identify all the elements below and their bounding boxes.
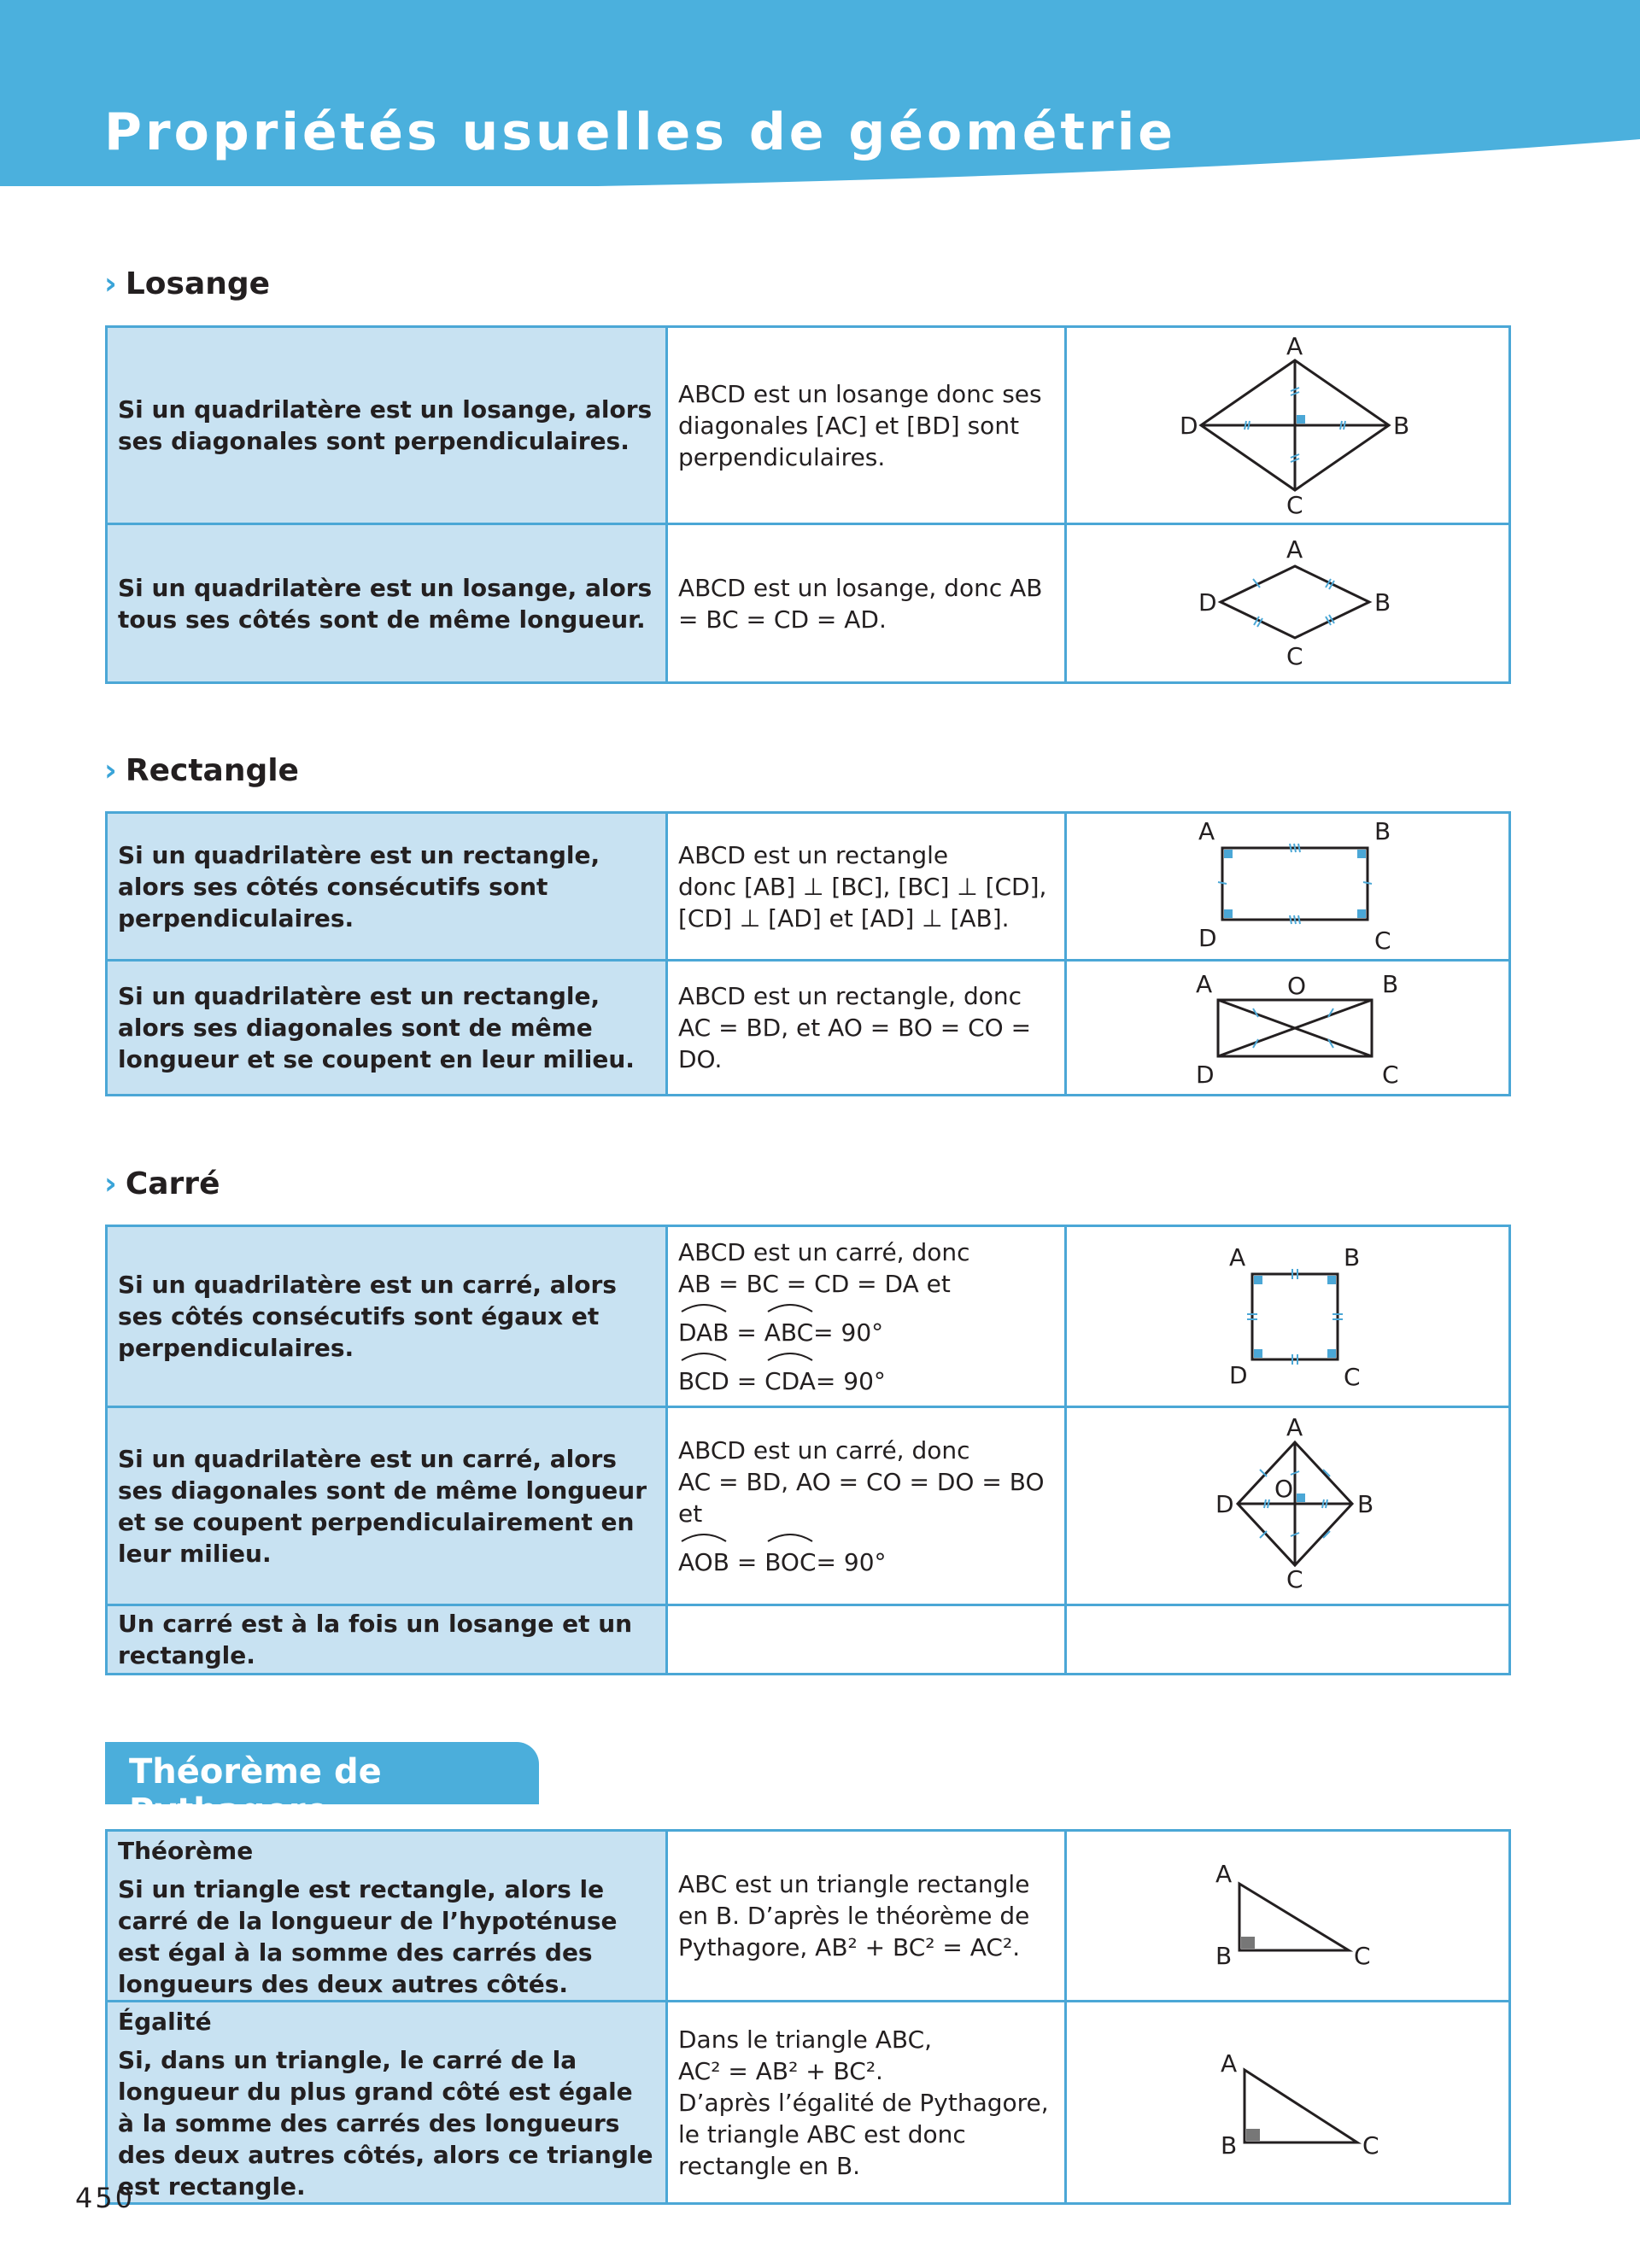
vertex-label: B <box>1357 1490 1374 1518</box>
rule-cell: Si un quadrilatère est un losange, alors ses diagonales sont perpendiculaires. <box>107 327 667 524</box>
chevron-right-icon: › <box>104 1166 117 1201</box>
angle-notation <box>764 1313 813 1348</box>
section-heading-text: Losange <box>125 266 271 301</box>
page-title: Propriétés usuelles de géométrie <box>104 102 1176 162</box>
example-line: AC² = AB² + BC². <box>678 2056 883 2085</box>
vertex-label: D <box>1198 588 1217 617</box>
center-label: O <box>1287 972 1307 1000</box>
angle-notation <box>678 1362 729 1397</box>
vertex-label: C <box>1344 1363 1361 1391</box>
vertex-label: D <box>1180 412 1198 440</box>
rule-cell: Si un quadrilatère est un rectangle, alors ses côtés consécutifs sont perpendiculaires. <box>107 813 667 961</box>
table-row <box>107 2002 1510 2204</box>
vertex-label: C <box>1382 1061 1399 1089</box>
vertex-label: B <box>1344 1243 1361 1271</box>
page-number: 450 <box>75 2182 136 2214</box>
chevron-right-icon: › <box>104 266 117 301</box>
angle-notation <box>764 1362 816 1397</box>
section-heading-text: Théorème de Pythagore <box>129 1752 382 1831</box>
rule-cell: Si un quadrilatère est un losange, alors tous ses côtés sont de même longueur. <box>107 524 667 683</box>
example-cell <box>667 2002 1066 2204</box>
square-figure <box>1077 1227 1521 1406</box>
rhombus-sides-figure <box>1077 525 1521 681</box>
vertex-label: C <box>1374 926 1391 955</box>
figure-cell <box>1066 327 1510 524</box>
angle-name: DAB <box>678 1318 729 1347</box>
table-row <box>107 1407 1510 1605</box>
angle-equation <box>678 1313 1054 1348</box>
rule-cell: Un carré est à la fois un losange et un rectangle. <box>107 1605 667 1675</box>
vertex-label: C <box>1286 1565 1303 1593</box>
example-line: ABCD est un carré, donc <box>678 1435 970 1464</box>
vertex-label: A <box>1221 2049 1238 2078</box>
figure-cell <box>1066 1831 1510 2002</box>
vertex-label: D <box>1198 924 1217 952</box>
rectangle-right-angles-figure <box>1077 814 1521 959</box>
example-line: ABCD est un rectangle <box>678 840 949 869</box>
vertex-label: B <box>1393 412 1410 440</box>
right-triangle-figure <box>1077 2019 1521 2187</box>
section-heading-text: Rectangle <box>125 753 299 788</box>
rule-text: Si, dans un triangle, le carré de la longueur du plus grand côté est égale à la somme des carrés des longueurs des deux autres côtés, alors ce triangle est rectangle. <box>118 2046 653 2201</box>
table-row <box>107 961 1510 1096</box>
example-line: AB = BC = CD = DA et <box>678 1269 951 1298</box>
section-heading-rectangle <box>104 753 299 788</box>
rule-cell: Si un quadrilatère est un rectangle, alors ses diagonales sont de même longueur et se coupent en leur milieu. <box>107 961 667 1096</box>
vertex-label: B <box>1374 817 1391 845</box>
vertex-label: A <box>1286 332 1303 360</box>
angle-notation <box>764 1543 816 1578</box>
example-cell <box>667 1407 1066 1605</box>
angle-value: = 90° <box>813 1318 884 1347</box>
rectangle-table <box>105 811 1511 1096</box>
square-diagonals-figure <box>1077 1408 1521 1604</box>
angle-notation <box>678 1543 729 1578</box>
section-heading-carre <box>104 1166 220 1201</box>
example-line: ABCD est un carré, donc <box>678 1237 970 1266</box>
vertex-label: A <box>1215 1860 1233 1888</box>
vertex-label: C <box>1354 1942 1371 1970</box>
example-cell <box>667 1226 1066 1407</box>
table-row <box>107 1605 1510 1675</box>
vertex-label: B <box>1221 2131 1238 2160</box>
right-triangle-figure <box>1077 1846 1521 1985</box>
vertex-label: B <box>1382 970 1399 998</box>
angle-name: BOC <box>764 1547 817 1576</box>
section-heading-pythagore <box>105 1742 539 1831</box>
rule-cell <box>107 1831 667 2002</box>
vertex-label: A <box>1286 1413 1303 1441</box>
vertex-label: D <box>1196 1061 1215 1089</box>
rectangle-diagonals-figure <box>1077 962 1521 1094</box>
equals-sign: = <box>736 1547 758 1576</box>
equals-sign: = <box>736 1318 757 1347</box>
example-cell <box>667 813 1066 961</box>
figure-cell <box>1066 1226 1510 1407</box>
vertex-label: A <box>1286 535 1303 564</box>
example-line: [CD] ⊥ [AD] et [AD] ⊥ [AB]. <box>678 903 1010 932</box>
vertex-label: D <box>1215 1490 1234 1518</box>
example-line: AC = BD, AO = CO = DO = BO et <box>678 1467 1045 1528</box>
figure-cell <box>1066 2002 1510 2204</box>
angle-value: = 90° <box>815 1366 886 1395</box>
figure-cell <box>1066 524 1510 683</box>
table-row <box>107 1831 1510 2002</box>
figure-cell <box>1066 813 1510 961</box>
angle-equation <box>678 1543 1054 1578</box>
example-cell <box>667 1605 1066 1675</box>
example-line: donc [AB] ⊥ [BC], [BC] ⊥ [CD], <box>678 872 1047 901</box>
example-cell: ABCD est un losange, donc AB = BC = CD = AD. <box>667 524 1066 683</box>
vertex-label: D <box>1229 1361 1248 1389</box>
example-line: D’après l’égalité de Pythagore, le triangle ABC est donc rectangle en B. <box>678 2088 1049 2180</box>
angle-name: AOB <box>678 1547 729 1576</box>
angle-name: ABC <box>764 1318 814 1347</box>
vertex-label: A <box>1196 970 1213 998</box>
vertex-label: B <box>1374 588 1391 617</box>
vertex-label: A <box>1198 817 1215 845</box>
rule-cell <box>107 2002 667 2204</box>
rule-subtitle: Égalité <box>118 2008 212 2036</box>
table-row <box>107 1226 1510 1407</box>
equals-sign: = <box>736 1366 758 1395</box>
example-cell: ABCD est un losange donc ses diagonales [AC] et [BD] sont perpendiculaires. <box>667 327 1066 524</box>
rule-cell: Si un quadrilatère est un carré, alors ses côtés consécutifs sont égaux et perpendiculaires. <box>107 1226 667 1407</box>
figure-cell <box>1066 961 1510 1096</box>
example-cell: ABCD est un rectangle, donc AC = BD, et AO = BO = CO = DO. <box>667 961 1066 1096</box>
pythagore-table <box>105 1829 1511 2205</box>
table-row <box>107 327 1510 524</box>
chevron-right-icon: › <box>104 753 117 788</box>
example-cell: ABC est un triangle rectangle en B. D’après le théorème de Pythagore, AB² + BC² = AC². <box>667 1831 1066 2002</box>
vertex-label: C <box>1286 642 1303 670</box>
losange-table <box>105 325 1511 684</box>
angle-value: = 90° <box>816 1547 887 1576</box>
example-line: Dans le triangle ABC, <box>678 2025 933 2054</box>
vertex-label: B <box>1215 1942 1233 1970</box>
rule-text: Si un triangle est rectangle, alors le carré de la longueur de l’hypoténuse est égal à la somme des carrés des longueurs des deux autres côtés. <box>118 1875 618 1998</box>
section-heading-text: Carré <box>125 1166 220 1201</box>
table-row <box>107 813 1510 961</box>
rule-subtitle: Théorème <box>118 1837 254 1865</box>
carre-table <box>105 1225 1511 1675</box>
rule-cell: Si un quadrilatère est un carré, alors ses diagonales sont de même longueur et se coupent perpendiculairement en leur milieu. <box>107 1407 667 1605</box>
angle-equation <box>678 1362 1054 1397</box>
angle-name: CDA <box>764 1366 816 1395</box>
section-heading-losange <box>104 266 270 301</box>
vertex-label: C <box>1362 2131 1379 2160</box>
table-row <box>107 524 1510 683</box>
vertex-label: A <box>1229 1243 1246 1271</box>
header-band <box>0 0 1640 196</box>
figure-cell <box>1066 1407 1510 1605</box>
vertex-label: C <box>1286 491 1303 519</box>
rhombus-diagonals-figure <box>1077 328 1521 523</box>
angle-name: BCD <box>678 1366 729 1395</box>
figure-cell <box>1066 1605 1510 1675</box>
center-label: O <box>1274 1475 1294 1503</box>
angle-notation <box>678 1313 729 1348</box>
